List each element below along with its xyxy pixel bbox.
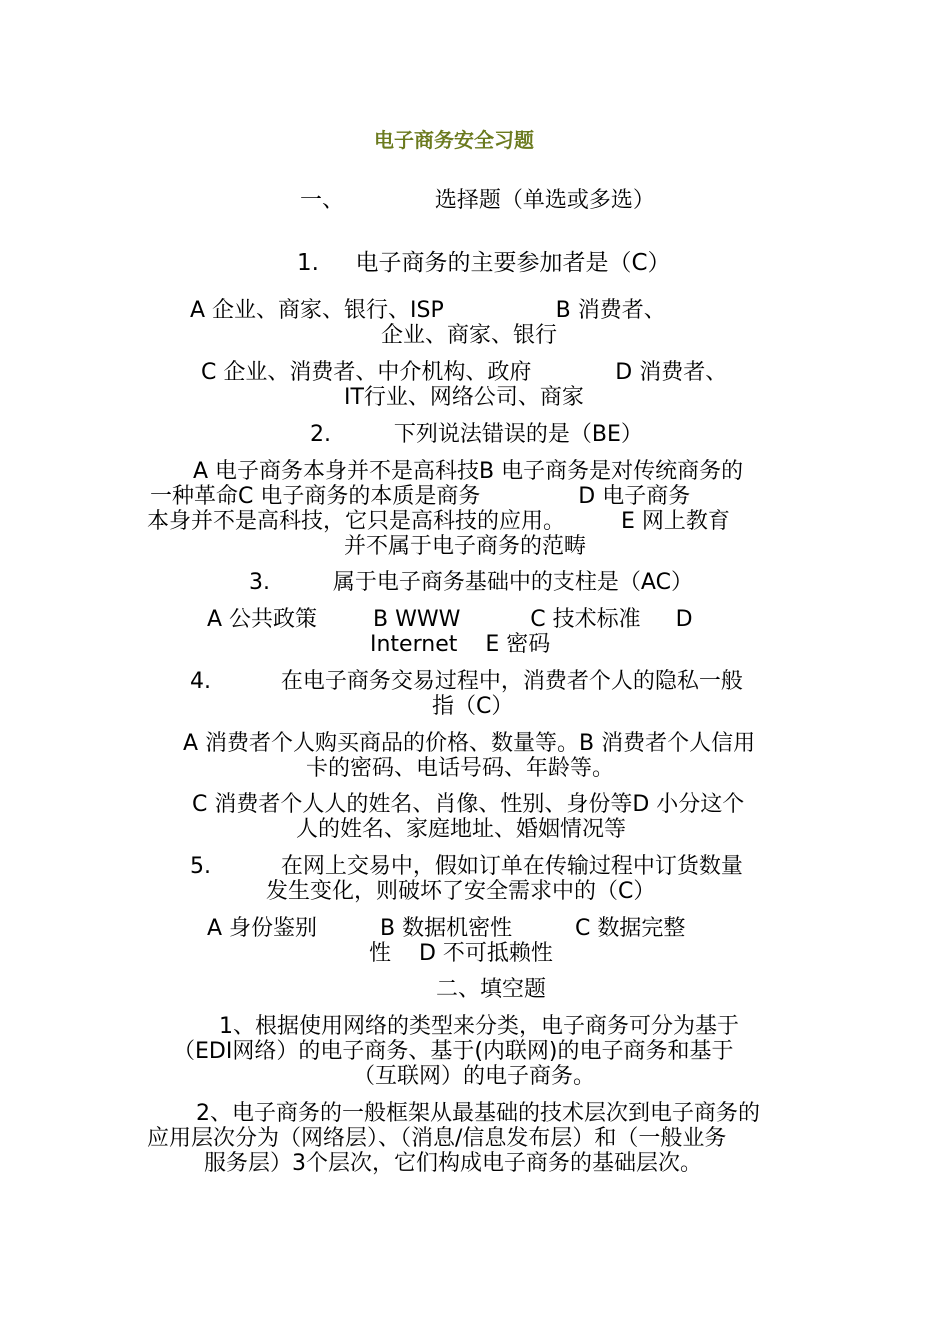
question-title: 2. 下列说法错误的是（BE） [310, 422, 643, 447]
option-line: A 公共政策 B WWW C 技术标准 D [207, 607, 693, 632]
paragraph-line: （互联网）的电子商务。 [353, 1064, 596, 1089]
section-heading: 二、填空题 [436, 977, 547, 1002]
paragraph-line: 2、电子商务的一般框架从最基础的技术层次到电子商务的 [196, 1101, 760, 1126]
option-line: A 消费者个人购买商品的价格、数量等。B 消费者个人信用 [183, 731, 756, 756]
option-line: 性 D 不可抵赖性 [369, 941, 553, 966]
question-title: 4. 在电子商务交易过程中，消费者个人的隐私一般 [190, 669, 743, 694]
paragraph-line: 1、根据使用网络的类型来分类，电子商务可分为基于 [219, 1014, 739, 1039]
option-line: 本身并不是高科技，它只是高科技的应用。 E 网上教育 [147, 509, 730, 534]
paragraph-line: 服务层）3个层次，它们构成电子商务的基础层次。 [204, 1151, 702, 1176]
option-line: 一种革命C 电子商务的本质是商务 D 电子商务 [150, 484, 691, 509]
option-line: A 身份鉴别 B 数据机密性 C 数据完整 [207, 916, 686, 941]
question-title: 3. 属于电子商务基础中的支柱是（AC） [249, 570, 693, 595]
section-heading: 一、 选择题（单选或多选） [300, 188, 655, 213]
option-line: 并不属于电子商务的范畴 [344, 534, 587, 559]
option-line: C 消费者个人人的姓名、肖像、性别、身份等D 小分这个 [192, 792, 745, 817]
option-line: A 电子商务本身并不是高科技B 电子商务是对传统商务的 [193, 459, 744, 484]
page-title: 电子商务安全习题 [374, 128, 534, 152]
option-line: IT行业、网络公司、商家 [344, 385, 584, 410]
option-line: 人的姓名、家庭地址、婚姻情况等 [296, 817, 627, 842]
paragraph-line: （EDI网络）的电子商务、基于(内联网)的电子商务和基于 [173, 1039, 734, 1064]
option-line: 企业、商家、银行 [381, 323, 558, 348]
question-title: 1. 电子商务的主要参加者是（C） [297, 250, 671, 276]
option-line: A 企业、商家、银行、ISP B 消费者、 [190, 298, 666, 323]
option-line: Internet E 密码 [370, 632, 551, 657]
question-title: 发生变化，则破坏了安全需求中的（C） [266, 879, 656, 904]
paragraph-line: 应用层次分为（网络层）、（消息/信息发布层）和（一般业务 [147, 1126, 727, 1151]
option-line: 卡的密码、电话号码、年龄等。 [306, 756, 615, 781]
question-title: 指（C） [432, 694, 514, 719]
question-title: 5. 在网上交易中，假如订单在传输过程中订货数量 [190, 854, 743, 879]
option-line: C 企业、消费者、中介机构、政府 D 消费者、 [201, 360, 728, 385]
